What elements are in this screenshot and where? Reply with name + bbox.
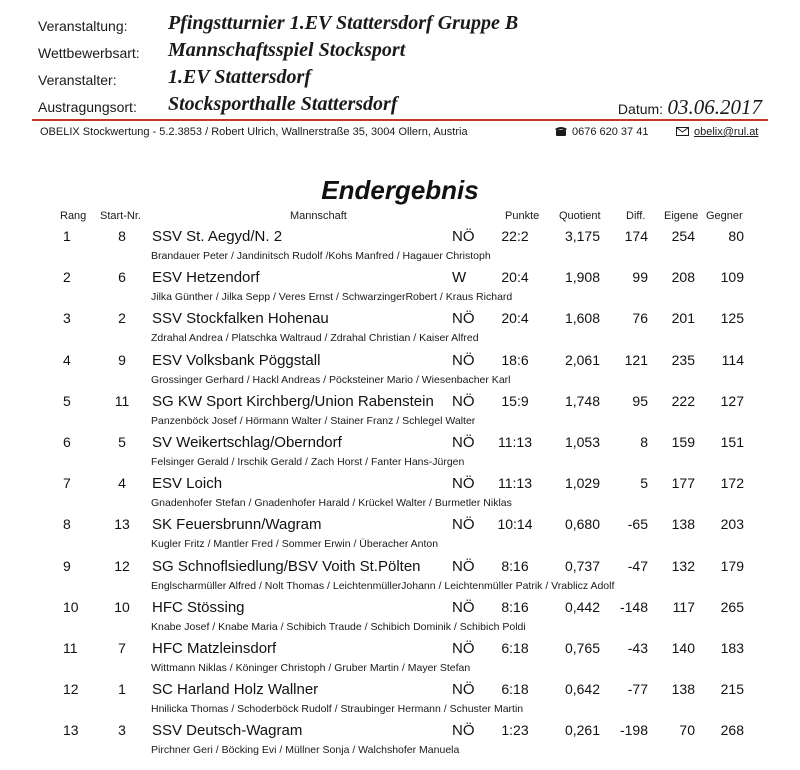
diff-cell: -43 bbox=[627, 639, 648, 656]
email-link[interactable]: obelix@rul.at bbox=[694, 126, 759, 138]
opponent-score-cell: 151 bbox=[720, 433, 744, 450]
phone-contact bbox=[555, 126, 648, 138]
start-number-cell: 6 bbox=[118, 269, 126, 286]
opponent-score-cell: 127 bbox=[720, 392, 744, 409]
team-name-cell: SV Weikertschlag/Oberndorf bbox=[152, 433, 342, 451]
column-header-quotient: Quotient bbox=[559, 210, 601, 222]
team-name-cell: SSV St. Aegyd/N. 2 bbox=[152, 228, 283, 245]
rank-cell: 5 bbox=[63, 392, 71, 409]
region-cell: NÖ bbox=[452, 310, 475, 328]
opponent-score-cell: 109 bbox=[720, 269, 744, 286]
own-score-cell: 222 bbox=[671, 392, 695, 409]
quotient-cell: 1,748 bbox=[564, 392, 600, 409]
quotient-cell: 1,608 bbox=[564, 310, 600, 327]
opponent-score-cell: 125 bbox=[720, 310, 744, 327]
start-number-cell: 2 bbox=[118, 310, 126, 327]
region-cell: NÖ bbox=[452, 228, 475, 245]
own-score-cell: 254 bbox=[671, 228, 695, 244]
table-row bbox=[0, 393, 800, 434]
region-cell: NÖ bbox=[452, 598, 475, 616]
table-row bbox=[0, 310, 800, 351]
points-cell: 6:18 bbox=[501, 681, 529, 698]
envelope-icon bbox=[676, 127, 689, 136]
column-header-rank: Rang bbox=[60, 210, 87, 222]
date-value: 03.06.2017 bbox=[667, 95, 762, 119]
opponent-score-cell: 80 bbox=[728, 228, 744, 244]
date-block bbox=[618, 95, 762, 120]
quotient-cell: 3,175 bbox=[564, 228, 600, 244]
diff-cell: 95 bbox=[632, 392, 648, 409]
diff-cell: -148 bbox=[619, 598, 648, 615]
players-cell: Zdrahal Andrea / Platschka Waltraud / Zdrahal Christian / Kaiser Alfred bbox=[151, 332, 479, 345]
points-cell: 10:14 bbox=[497, 516, 533, 533]
rank-cell: 4 bbox=[63, 351, 71, 368]
quotient-cell: 0,261 bbox=[564, 722, 600, 739]
rank-cell: 10 bbox=[63, 598, 79, 615]
players-cell: Grossinger Gerhard / Hackl Andreas / Pöcksteiner Mario / Wiesenbacher Karl bbox=[151, 373, 511, 386]
region-cell: NÖ bbox=[452, 639, 475, 657]
start-number-cell: 11 bbox=[114, 392, 130, 409]
diff-cell: -65 bbox=[627, 516, 648, 533]
players-cell: Panzenböck Josef / Hörmann Walter / Stainer Franz / Schlegel Walter bbox=[151, 414, 476, 427]
opponent-score-cell: 172 bbox=[720, 475, 744, 492]
diff-cell: 5 bbox=[640, 475, 648, 492]
start-number-cell: 3 bbox=[118, 722, 126, 739]
email-contact bbox=[676, 126, 758, 138]
own-score-cell: 138 bbox=[671, 681, 695, 698]
team-name-cell: HFC Stössing bbox=[152, 598, 245, 616]
own-score-cell: 208 bbox=[671, 269, 695, 286]
opponent-score-cell: 203 bbox=[720, 516, 744, 533]
own-score-cell: 177 bbox=[671, 475, 695, 492]
column-header-own: Eigene bbox=[664, 210, 699, 222]
region-cell: NÖ bbox=[452, 516, 475, 534]
players-cell: Felsinger Gerald / Irschik Gerald / Zach Horst / Fanter Hans-Jürgen bbox=[151, 455, 465, 468]
quotient-cell: 0,765 bbox=[564, 639, 600, 656]
date-label: Datum: bbox=[617, 101, 664, 117]
own-score-cell: 70 bbox=[679, 722, 695, 739]
quotient-cell: 0,442 bbox=[564, 598, 600, 615]
start-number-cell: 5 bbox=[118, 433, 126, 450]
rank-cell: 7 bbox=[63, 475, 71, 492]
team-name-cell: SC Harland Holz Wallner bbox=[152, 681, 319, 699]
page-title: Endergebnis bbox=[321, 175, 479, 205]
team-name-cell: ESV Hetzendorf bbox=[152, 269, 260, 287]
rank-cell: 1 bbox=[63, 228, 71, 244]
start-number-cell: 10 bbox=[114, 598, 130, 615]
start-number-cell: 12 bbox=[114, 557, 130, 574]
table-row bbox=[0, 516, 800, 557]
column-header-team: Mannschaft bbox=[290, 210, 347, 222]
opponent-score-cell: 183 bbox=[720, 639, 744, 656]
quotient-cell: 1,908 bbox=[564, 269, 600, 286]
software-address: OBELIX Stockwertung - 5.2.3853 / Robert Ulrich, Wallnerstraße 35, 3004 Ollern, Austria bbox=[40, 126, 468, 138]
own-score-cell: 117 bbox=[672, 598, 695, 615]
quotient-cell: 0,680 bbox=[564, 516, 600, 533]
quotient-cell: 0,737 bbox=[564, 557, 600, 574]
players-cell: Pirchner Geri / Böcking Evi / Müllner Sonja / Walchshofer Manuela bbox=[151, 744, 460, 757]
points-cell: 18:6 bbox=[501, 351, 529, 368]
players-cell: Wittmann Niklas / Köninger Christoph / Gruber Martin / Mayer Stefan bbox=[151, 661, 471, 674]
table-row bbox=[0, 434, 800, 475]
region-cell: NÖ bbox=[452, 392, 475, 410]
table-row bbox=[0, 722, 800, 763]
table-row bbox=[0, 681, 800, 722]
info-label: Veranstaltung: bbox=[38, 18, 128, 34]
team-name-cell: SG KW Sport Kirchberg/Union Rabenstein bbox=[152, 392, 434, 410]
players-cell: Englscharmüller Alfred / Nolt Thomas / LeichtenmüllerJohann / Leichtenmüller Patrik / Vrablicz Adolf bbox=[151, 579, 615, 592]
own-score-cell: 140 bbox=[671, 639, 695, 656]
start-number-cell: 13 bbox=[114, 516, 130, 533]
team-name-cell: SK Feuersbrunn/Wagram bbox=[152, 516, 322, 534]
results-table bbox=[0, 228, 800, 763]
diff-cell: 121 bbox=[624, 351, 648, 368]
points-cell: 20:4 bbox=[501, 310, 529, 327]
region-cell: W bbox=[452, 269, 467, 287]
diff-cell: 174 bbox=[624, 228, 648, 244]
rank-cell: 9 bbox=[63, 557, 71, 574]
organizer: 1.EV Stattersdorf bbox=[168, 66, 311, 88]
team-name-cell: ESV Volksbank Pöggstall bbox=[152, 351, 321, 369]
points-cell: 6:18 bbox=[501, 639, 529, 656]
opponent-score-cell: 215 bbox=[720, 681, 744, 698]
points-cell: 1:23 bbox=[501, 722, 529, 739]
opponent-score-cell: 265 bbox=[720, 598, 744, 615]
diff-cell: 8 bbox=[640, 433, 648, 450]
rank-cell: 11 bbox=[63, 639, 78, 656]
rank-cell: 2 bbox=[63, 269, 71, 286]
team-name-cell: SSV Stockfalken Hohenau bbox=[152, 310, 329, 328]
table-row bbox=[0, 599, 800, 640]
column-header-points: Punkte bbox=[505, 210, 540, 222]
quotient-cell: 1,053 bbox=[564, 433, 600, 450]
diff-cell: -77 bbox=[627, 681, 648, 698]
diff-cell: -47 bbox=[627, 557, 648, 574]
players-cell: Knabe Josef / Knabe Maria / Schibich Traude / Schibich Dominik / Schibich Poldi bbox=[151, 620, 526, 633]
phone-number: 0676 620 37 41 bbox=[572, 126, 649, 138]
players-cell: Hnilicka Thomas / Schoderböck Rudolf / Straubinger Hermann / Schuster Martin bbox=[151, 703, 524, 716]
table-row bbox=[0, 640, 800, 681]
table-row bbox=[0, 228, 800, 269]
rank-cell: 12 bbox=[63, 681, 79, 698]
table-row bbox=[0, 475, 800, 516]
start-number-cell: 1 bbox=[118, 681, 126, 698]
quotient-cell: 2,061 bbox=[564, 351, 600, 368]
venue: Stocksporthalle Stattersdorf bbox=[168, 93, 398, 115]
region-cell: NÖ bbox=[452, 351, 475, 369]
column-header-start: Start-Nr. bbox=[100, 210, 141, 222]
points-cell: 8:16 bbox=[501, 557, 529, 574]
team-name-cell: ESV Loich bbox=[152, 475, 223, 493]
points-cell: 11:13 bbox=[498, 433, 532, 450]
diff-cell: 99 bbox=[632, 269, 648, 286]
start-number-cell: 8 bbox=[118, 228, 126, 244]
start-number-cell: 7 bbox=[118, 639, 126, 656]
points-cell: 8:16 bbox=[501, 598, 529, 615]
points-cell: 20:4 bbox=[501, 269, 529, 286]
points-cell: 11:13 bbox=[498, 475, 532, 492]
column-header-diff: Diff. bbox=[626, 210, 646, 222]
table-row bbox=[0, 269, 800, 310]
players-cell: Kugler Fritz / Mantler Fred / Sommer Erwin / Überacher Anton bbox=[151, 538, 439, 551]
points-cell: 15:9 bbox=[501, 392, 529, 409]
header-divider bbox=[32, 119, 768, 121]
info-label: Wettbewerbsart: bbox=[38, 45, 140, 61]
team-name-cell: SSV Deutsch-Wagram bbox=[152, 722, 303, 740]
opponent-score-cell: 268 bbox=[720, 722, 744, 739]
players-cell: Gnadenhofer Stefan / Gnadenhofer Harald / Krückel Walter / Burmetler Niklas bbox=[151, 497, 512, 510]
table-row bbox=[0, 558, 800, 599]
own-score-cell: 235 bbox=[671, 351, 695, 368]
quotient-cell: 1,029 bbox=[564, 475, 600, 492]
own-score-cell: 138 bbox=[671, 516, 695, 533]
phone-icon bbox=[555, 126, 567, 136]
points-cell: 22:2 bbox=[501, 228, 529, 244]
team-name-cell: SG Schnoflsiedlung/BSV Voith St.Pölten bbox=[152, 557, 421, 575]
team-name-cell: HFC Matzleinsdorf bbox=[152, 639, 277, 657]
own-score-cell: 201 bbox=[671, 310, 695, 327]
region-cell: NÖ bbox=[452, 475, 475, 493]
region-cell: NÖ bbox=[452, 557, 475, 575]
table-row bbox=[0, 352, 800, 393]
region-cell: NÖ bbox=[452, 722, 475, 740]
competition-type: Mannschaftsspiel Stocksport bbox=[168, 39, 406, 61]
own-score-cell: 132 bbox=[671, 557, 695, 574]
region-cell: NÖ bbox=[452, 681, 475, 699]
rank-cell: 13 bbox=[63, 722, 79, 739]
players-cell: Brandauer Peter / Jandinitsch Rudolf /Kohs Manfred / Hagauer Christoph bbox=[151, 250, 491, 262]
event-name: Pfingstturnier 1.EV Stattersdorf Gruppe B bbox=[168, 12, 519, 34]
start-number-cell: 9 bbox=[118, 351, 126, 368]
info-label: Austragungsort: bbox=[38, 99, 137, 115]
own-score-cell: 159 bbox=[671, 433, 695, 450]
rank-cell: 8 bbox=[63, 516, 71, 533]
info-label: Veranstalter: bbox=[38, 72, 117, 88]
opponent-score-cell: 179 bbox=[720, 557, 744, 574]
quotient-cell: 0,642 bbox=[564, 681, 600, 698]
opponent-score-cell: 114 bbox=[721, 351, 744, 368]
rank-cell: 3 bbox=[63, 310, 71, 327]
start-number-cell: 4 bbox=[118, 475, 126, 492]
players-cell: Jilka Günther / Jilka Sepp / Veres Ernst / SchwarzingerRobert / Kraus Richard bbox=[151, 291, 513, 304]
column-header-opp: Gegner bbox=[706, 210, 743, 222]
diff-cell: 76 bbox=[632, 310, 648, 327]
diff-cell: -198 bbox=[619, 722, 648, 739]
rank-cell: 6 bbox=[63, 433, 71, 450]
region-cell: NÖ bbox=[452, 433, 475, 451]
